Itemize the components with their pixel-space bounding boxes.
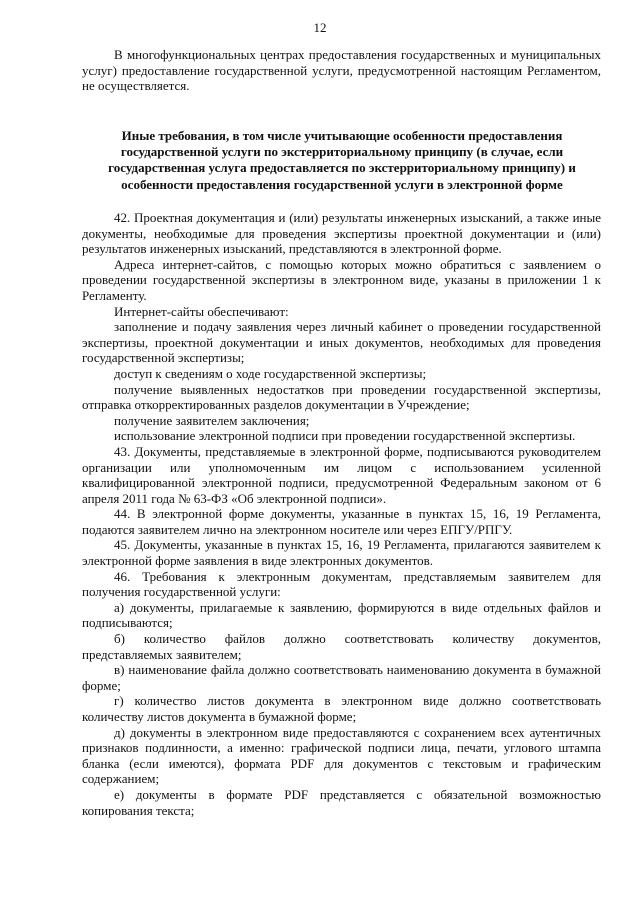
paragraph-44: 44. В электронной форме документы, указанные в пунктах 15, 16, 19 Регламента, подаются заявителем лично на электронном носителе или через ЕПГУ/РПГУ.	[82, 506, 601, 537]
page-number: 12	[313, 20, 327, 35]
section-heading: Иные требования, в том числе учитывающие особенности предоставления государственной услуги по экстерриториальному принципу (в случае, если государственная услуга предоставляется по экстерриториальному принципу) и особенности предоставления государственной услуги в электронной форме	[108, 128, 576, 192]
paragraph-45: 45. Документы, указанные в пунктах 15, 16, 19 Регламента, прилагаются заявителем к электронной форме заявления в виде электронных документов.	[82, 537, 601, 569]
list-item-e: е) документы в формате PDF представляется с обязательной возможностью копирования текста;	[82, 786, 601, 818]
list-item-conclusion: получение заявителем заключения;	[114, 412, 310, 428]
paragraph-43: 43. Документы, представляемые в электронной форме, подписываются руководителем организации или уполномоченным им лицом с использованием усиленной квалифицированной электронной подписи, предусмотренной Федеральным законом от 6 апреля 2011 года № 63-ФЗ «Об электронной подписи».	[82, 443, 601, 506]
list-item-e-signature: использование электронной подписи при проведении государственной экспертизы.	[114, 428, 576, 444]
paragraph-46: 46. Требования к электронным документам, представляемым заявителем для получения государственной услуги:	[82, 568, 601, 600]
list-item-b: б) количество файлов должно соответствовать количеству документов, представляемых заявителем;	[82, 631, 601, 662]
list-item-g: г) количество листов документа в электронном виде должно соответствовать количеству листов документа в бумажной форме;	[82, 693, 601, 724]
list-item-d: д) документы в электронном виде предоставляются с сохранением всех аутентичных признаков подлинности, а именно: графической подписи лица, печати, углового штампа бланка (если имеются), формата PDF для документов с текстовым и графическим содержанием;	[82, 724, 601, 787]
intro-paragraph: В многофункциональных центрах предоставления государственных и муниципальных услуг) предоставление государственной услуги, предусмотренной настоящим Регламентом, не осуществляется.	[82, 47, 601, 94]
list-item-deficiencies: получение выявленных недостатков при проведении государственной экспертизы, отправка откорректированных разделов документации в Учреждение;	[82, 381, 601, 413]
list-item-application: заполнение и подачу заявления через личный кабинет о проведении государственной экспертизы, проектной документации и иных документов, необходимых для проведения государственной экспертизы;	[82, 319, 601, 366]
list-item-status-access: доступ к сведениям о ходе государственной экспертизы;	[114, 365, 427, 381]
document-body	[82, 210, 601, 818]
list-item-a: а) документы, прилагаемые к заявлению, формируются в виде отдельных файлов и подписываются;	[82, 599, 601, 631]
paragraph-42: 42. Проектная документация и (или) результаты инженерных изысканий, а также иные документы, необходимые для проведения экспертизы проектной документации и (или) результатов инженерных изысканий, представляются в электронной форме.	[82, 210, 601, 257]
list-item-v: в) наименование файла должно соответствовать наименованию документа в бумажной форме;	[82, 662, 601, 693]
paragraph-websites: Адреса интернет-сайтов, с помощью которых можно обратиться с заявлением о проведении государственной экспертизы в электронном виде, указаны в приложении 1 к Регламенту.	[82, 256, 601, 303]
paragraph-websites-provide: Интернет-сайты обеспечивают:	[114, 303, 289, 319]
